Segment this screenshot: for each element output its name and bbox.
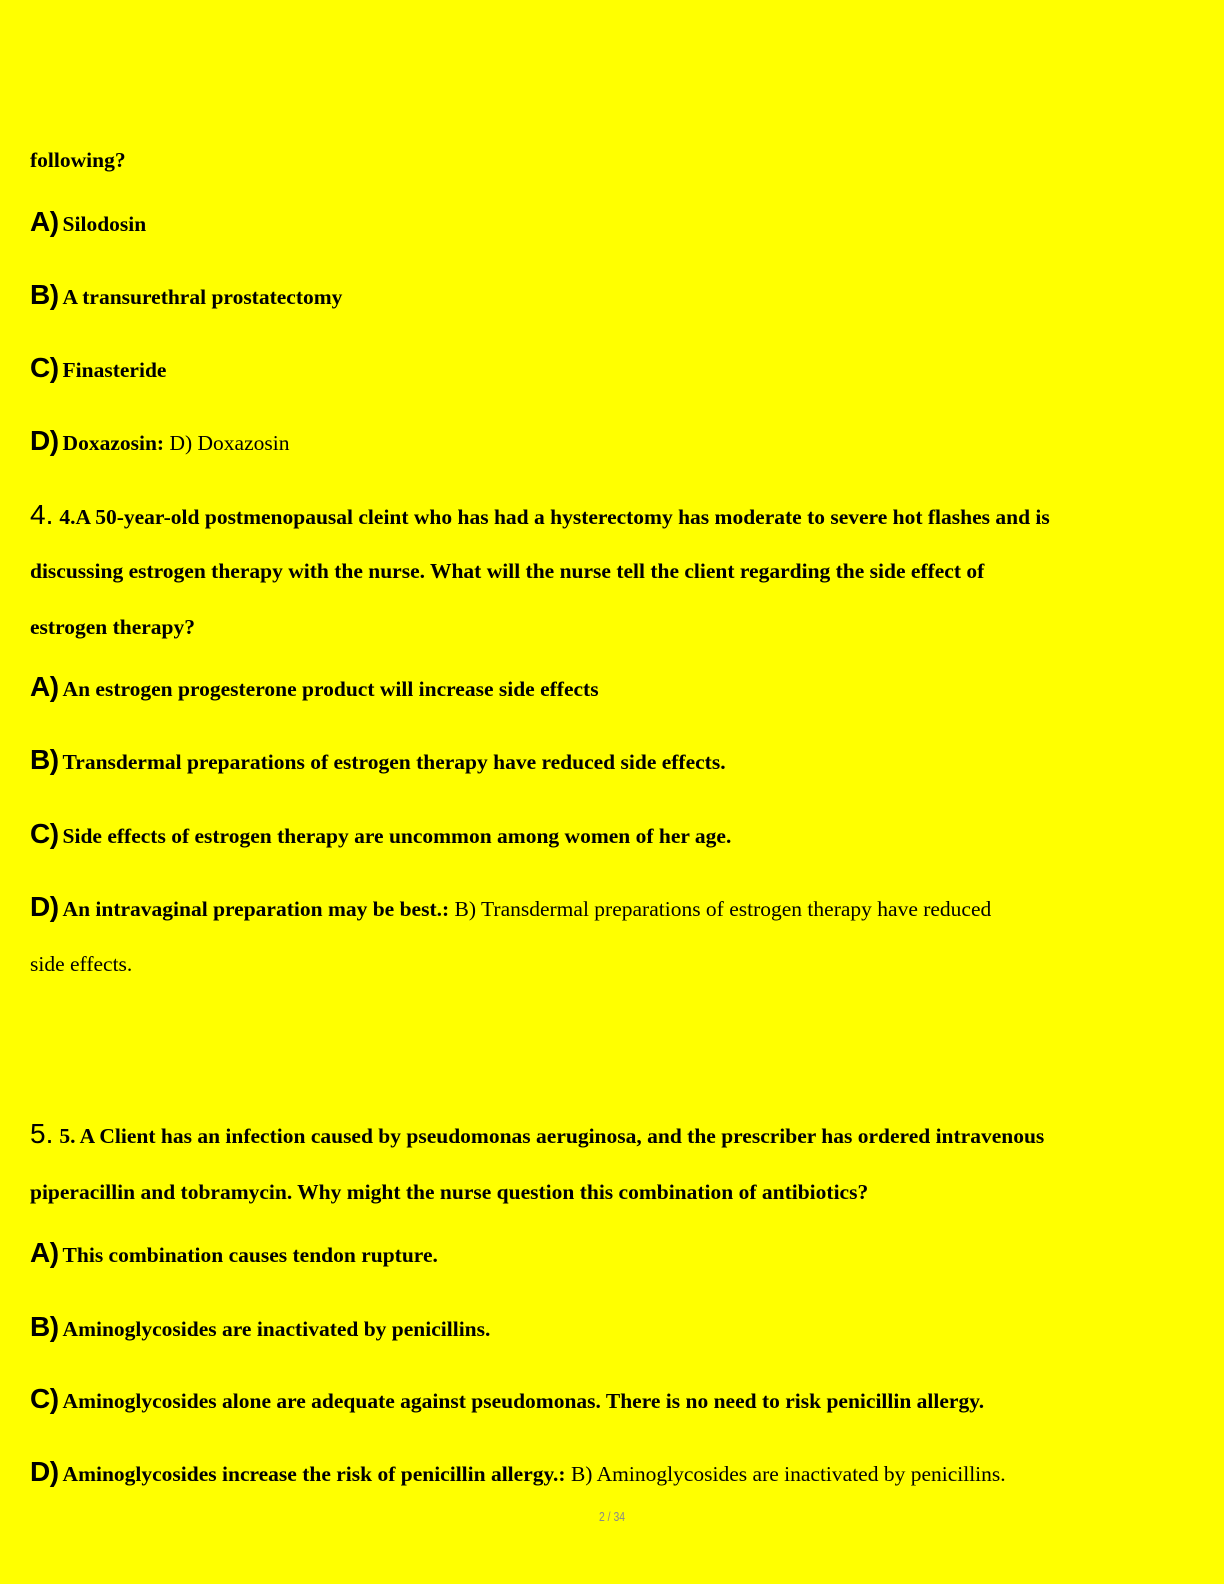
- q5-stem-text: 5. A Client has an infection caused by pseudomonas aeruginosa, and the prescriber has ordered intravenous: [59, 1124, 1045, 1148]
- option-text: An intravaginal preparation may be best.:: [62, 897, 450, 921]
- q5-option-a: [30, 1239, 438, 1267]
- option-text: Aminoglycosides alone are adequate against pseudomonas. There is no need to risk penicillin allergy.: [62, 1389, 985, 1413]
- option-letter: C): [30, 1383, 59, 1414]
- option-text: This combination causes tendon rupture.: [62, 1243, 438, 1267]
- q4-stem-line-1: [30, 501, 1050, 529]
- q4-answer-continuation: side effects.: [30, 952, 133, 976]
- option-letter: A): [30, 206, 59, 237]
- option-text: Finasteride: [62, 358, 167, 382]
- option-text: Doxazosin:: [62, 431, 165, 455]
- option-text: An estrogen progesterone product will increase side effects: [62, 677, 599, 701]
- option-letter: B): [30, 744, 59, 775]
- q5-option-d: [30, 1458, 1006, 1486]
- q5-stem-line-1: [30, 1120, 1044, 1148]
- option-text: Aminoglycosides are inactivated by penicillins.: [62, 1317, 491, 1341]
- option-letter: D): [30, 1456, 59, 1487]
- q5-answer: B) Aminoglycosides are inactivated by penicillins.: [570, 1462, 1006, 1486]
- q3-stem-continuation: following?: [30, 148, 126, 172]
- q4-stem-line-3: estrogen therapy?: [30, 615, 196, 639]
- q4-option-b: [30, 746, 726, 774]
- q5-option-b: [30, 1313, 490, 1341]
- q4-option-c: [30, 820, 731, 848]
- q4-stem-line-2: discussing estrogen therapy with the nurse. What will the nurse tell the client regarding the side effect of: [30, 559, 985, 583]
- q3-option-a: [30, 208, 146, 236]
- option-text: A transurethral prostatectomy: [62, 285, 343, 309]
- q3-option-c: [30, 354, 166, 382]
- option-letter: B): [30, 279, 59, 310]
- q5-number: 5.: [30, 1118, 54, 1149]
- q4-number: 4.: [30, 499, 54, 530]
- q4-option-a: [30, 673, 599, 701]
- option-letter: D): [30, 891, 59, 922]
- page-indicator: 2 / 34: [598, 1509, 626, 1524]
- q3-option-b: [30, 281, 342, 309]
- option-text: Aminoglycosides increase the risk of penicillin allergy.:: [62, 1462, 566, 1486]
- q5-option-c: [30, 1385, 984, 1413]
- q3-option-d: [30, 427, 289, 455]
- option-letter: C): [30, 352, 59, 383]
- option-text: Transdermal preparations of estrogen therapy have reduced side effects.: [62, 750, 726, 774]
- q4-answer: B) Transdermal preparations of estrogen therapy have reduced: [454, 897, 992, 921]
- option-letter: C): [30, 818, 59, 849]
- option-letter: D): [30, 425, 59, 456]
- q3-answer: D) Doxazosin: [169, 431, 290, 455]
- q5-stem-line-2: piperacillin and tobramycin. Why might the nurse question this combination of antibiotics?: [30, 1180, 869, 1204]
- q4-option-d: [30, 893, 991, 921]
- option-letter: B): [30, 1311, 59, 1342]
- option-letter: A): [30, 671, 59, 702]
- option-text: Side effects of estrogen therapy are uncommon among women of her age.: [62, 824, 732, 848]
- q4-stem-text: 4.A 50-year-old postmenopausal cleint who has had a hysterectomy has moderate to severe hot flashes and is: [59, 505, 1050, 529]
- option-text: Silodosin: [62, 212, 147, 236]
- option-letter: A): [30, 1237, 59, 1268]
